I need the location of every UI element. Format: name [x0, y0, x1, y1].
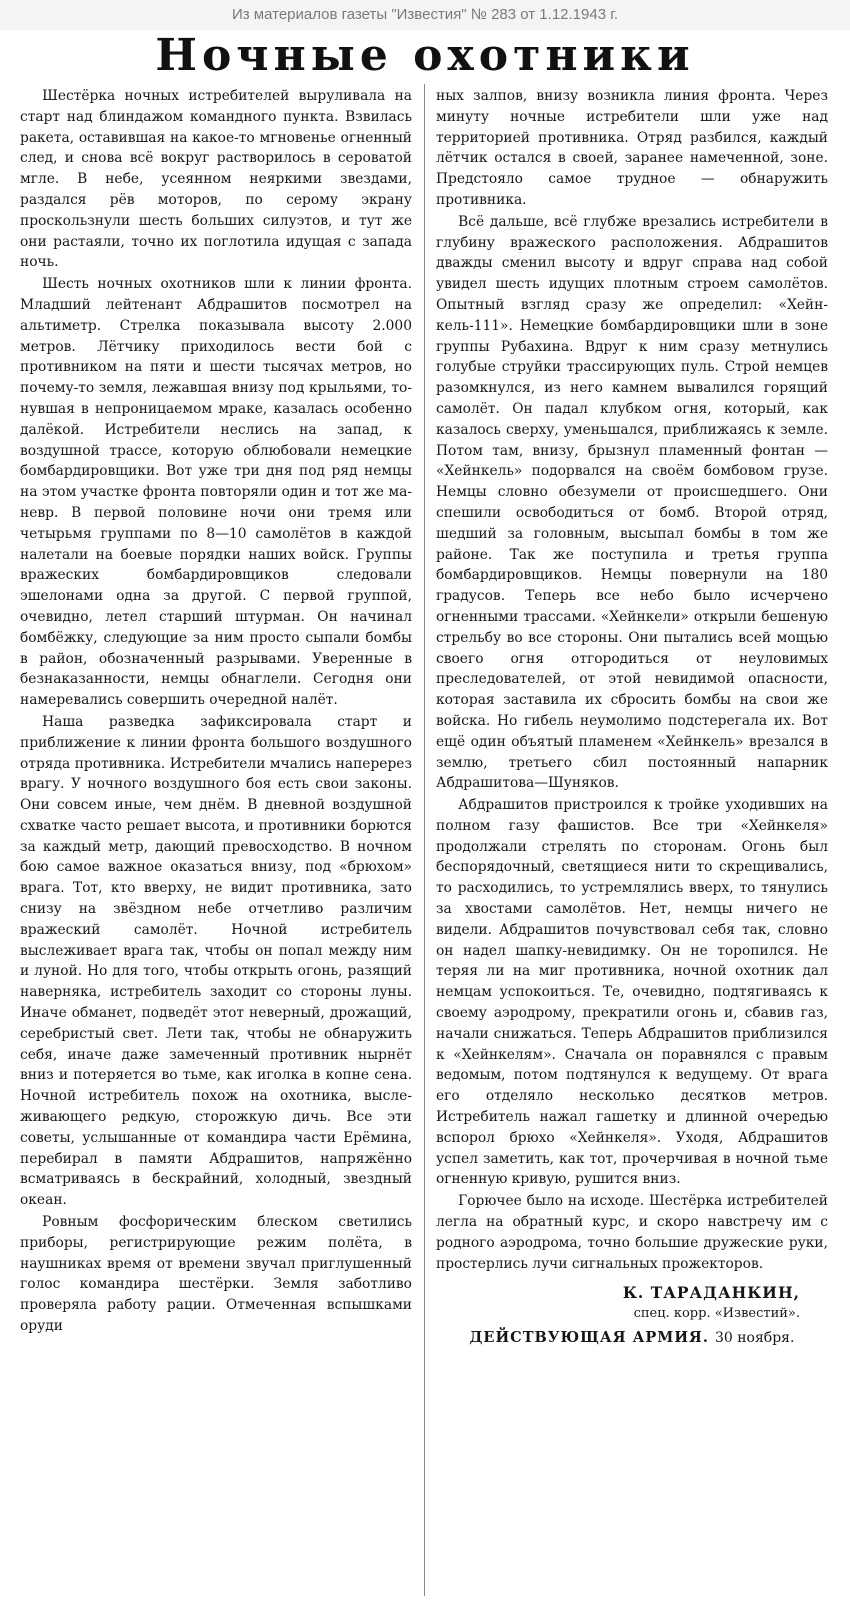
dateline-date: 30 ноября. [714, 1330, 795, 1347]
column-divider [424, 84, 425, 1596]
paragraph: Наша разведка зафиксировала старт и приближение к линии фронта большого воздушного отряда противника. Истребители мчались наперерез врагу. У ночного воздушного боя есть свои законы. Они совсем иные, чем днём. В дневной воздушной схватке часто решает высота, и противники борются за каждый метр, дающий превосходство. В ночном бою самое важное оказаться внизу, под «брюхом» врага. Тот, кто вверху, не видит противника, зато снизу на звёздном небе отчетливо различим вражеский самолёт. Ночной истребитель выслеживает врага так, чтобы он попал между ним и луной. Но для того, чтобы открыть огонь, разящий наверняка, истребитель заходит со стороны луны. Иначе обманет, подведёт этот неверный, дрожащий, серебристый свет. Лети так, чтобы не обнаружить себя, иначе даже замеченный противник нырнёт вниз и потеряется во тьме, как иголка в копне сена. Ночной истребитель похож на охотника, выслеживающего редкую, сторожкую дичь. Все эти советы, услышанные от командира части Ерёмина, перебирал в памяти Абдрашитов, напряжённо всматриваясь в бескрайний, холодный, звездный океан. [20, 713, 412, 1209]
signature-block [436, 1282, 828, 1349]
right-column [436, 86, 828, 1596]
paragraph: ных залпов, внизу возникла линия фронта. Через минуту ночные истребители шли уже над территорией противника. Отряд разбился, каждый лётчик остался в своей, заранее намеченной, зоне. Предстояло самое трудное — обнаружить противника. [436, 88, 828, 208]
author-role: спец. корр. «Известий». [633, 1306, 800, 1322]
source-caption: Из материалов газеты "Известия" № 283 от 1.12.1943 г. [0, 0, 850, 30]
author-name: К. ТАРАДАНКИН, [622, 1283, 800, 1303]
paragraph: Ровным фосфорическим блеском светились приборы, регистрирующие режим полёта, в наушниках время от времени звучал приглушенный голос командира шестёрки. Земля заботливо проверяла работу рации. Отмеченная вспышками оруди [20, 1214, 412, 1335]
dateline [436, 1328, 828, 1349]
paragraph: Шесть ночных охотников шли к линии фронта. Младший лейтенант Абдрашитов посмотрел на альтиметр. Стрелка показывала высоту 2.000 метров. Лётчику приходилось вести бой с противником на пяти и шести тысячах метров, но почему-то земля, лежавшая внизу под крыльями, тонувшая в непроницаемом мраке, казалась особенно далёкой. Истребители неслись на запад, к воздушной трассе, которую облюбовали немецкие бомбардировщики. Вот уже три дня под ряд немцы на этом участке фронта повторяли один и тот же маневр. В первой половине ночи они тремя или четырьмя группами по 8—10 самолётов в каждой налетали на боевые порядки наших войск. Группы вражеских бомбардировщиков следовали эшелонами одна за другой. С первой группой, очевидно, летел старший штурман. Он начинал бомбёжку, следующие за ним просто сыпали бомбы в район, обозначенный разрывами. Уверенные в безнаказанности, немцы обнаглели. Сегодня они намеревались совершить очередной налёт. [20, 276, 412, 709]
paragraph: Всё дальше, всё глубже врезались истребители в глубину вражеского расположения. Абдрашитов дважды сменил высоту и вдруг справа над собой увидел шесть идущих плотным строем самолётов. Опытный взгляд сразу же определил: «Хейнкель-111». Немецкие бомбардировщики шли в зоне группы Рубахина. Вдруг к ним сразу метнулись голубые струйки трассирующих пуль. Строй немцев разомкнулся, из него камнем вывалился горящий самолёт. Он падал клубком огня, который, как казалось сверху, уменьшался, приближаясь к земле. Потом там, внизу, брызнул пламенный фонтан — «Хейнкель» подорвался на своём бомбовом грузе. Немцы словно обезумели от происшедшего. Они спешили освободиться от бомб. Второй отряд, шедший за головным, высыпал бомбы в том же районе. Так же поступила и третья группа бомбардировщиков. Немцы повернули на 180 градусов. Теперь все небо было исчерчено огненными трассами. «Хейнкели» открыли бешеную стрельбу во все стороны. Они пытались всей мощью своего огня отгородиться от неуловимых преследователей, от этой невидимой опасности, которая заставила их сбросить бомбы на свои же войска. Но гибель неумолимо подстерегала их. Вот ещё один объятый пламенем «Хейнкель» врезался в землю, третьего сбил постоянный напарник Абдрашитова—Шуняков. [436, 213, 828, 792]
dateline-place: ДЕЙСТВУЮЩАЯ АРМИЯ. [469, 1329, 709, 1347]
paragraph: Абдрашитов пристроился к тройке уходивших на полном газу фашистов. Все три «Хейнкеля» продолжали стрелять по сторонам. Огонь был беспорядочный, светящиеся нити то скрещивались, то расходились, то устремлялись вверх, то тянулись за хвостами самолётов. Нет, немцы ничего не видели. Абдрашитов почувствовал себя так, словно он надел шапку-невидимку. Он не торопился. Не теряя ли на миг противника, ночной охотник дал немцам успокоиться. Те, очевидно, подтягиваясь к своему аэродрому, прекратили огонь и, сбавив газ, начали снижаться. Теперь Абдрашитов приблизился к «Хейнкелям». Сначала он поравнялся с правым ведомым, потом подтянулся к ведущему. От врага его отделяло несколько десятков метров. Истребитель нажал гашетку и длинной очередью вспорол брюхо «Хейнкеля». Уходя, Абдрашитов успел заметить, как тот, прочерчивая в ночной тьме огненную кривую, рушится вниз. [436, 797, 828, 1188]
paragraph: Горючее было на исходе. Шестёрка истребителей легла на обратный курс, и скоро навстречу им с родного аэродрома, точно большие дружеские руки, простерлись лучи сигнальных прожекторов. [436, 1193, 828, 1272]
left-column [20, 86, 412, 1596]
paragraph: Шестёрка ночных истребителей выруливала на старт над блиндажом командного пункта. Взвилась ракета, оставившая на какое-то мгновенье огненный след, и снова всё вокруг растворилось в сероватой мгле. В небе, усеянном неяркими звездами, раздался рёв моторов, по серому экрану проскользнули шесть больших силуэтов, и тут же они растаяли, точно их поглотила идущая с запада ночь. [20, 88, 412, 271]
article-title: Ночные охотники [155, 30, 695, 81]
